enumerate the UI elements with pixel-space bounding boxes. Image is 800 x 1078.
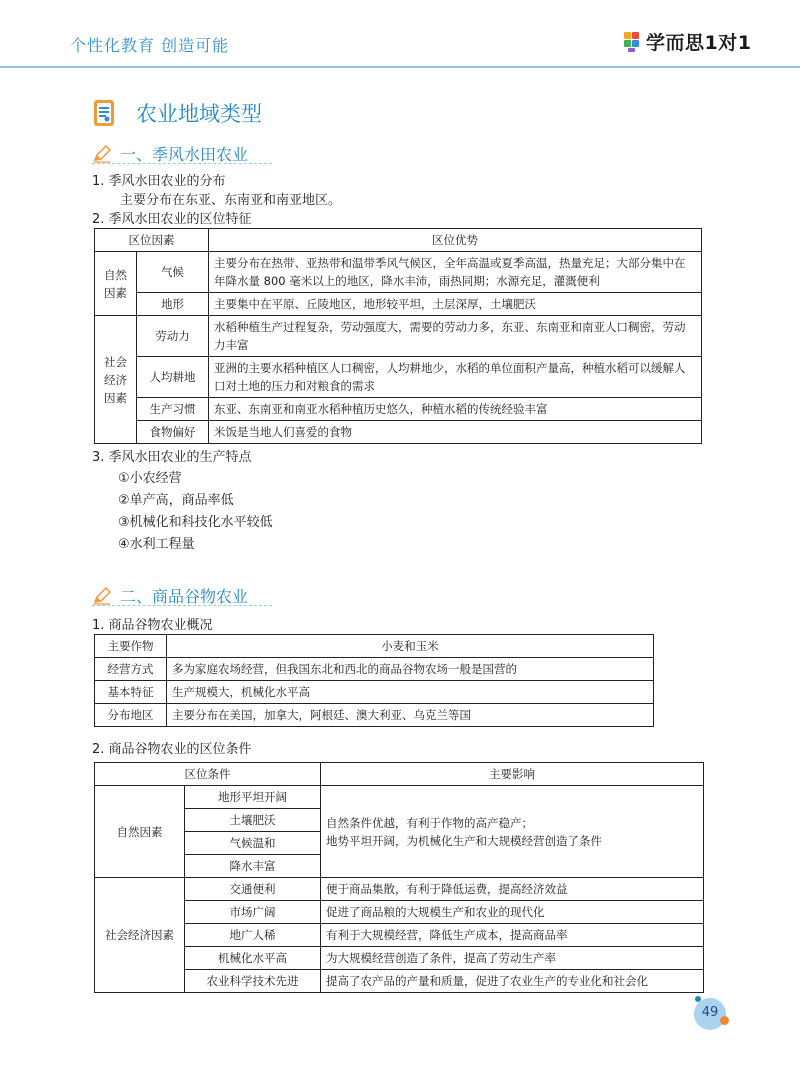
overview-value-cell: 多为家庭农场经营，但我国东北和西北的商品谷物农场一般是国营的 [167, 658, 654, 681]
section1-heading [92, 142, 248, 165]
table-header-row [95, 763, 704, 786]
condition-cell: 地广人稀 [185, 924, 321, 947]
condition-cell: 气候温和 [185, 832, 321, 855]
table-row [95, 704, 654, 727]
table-row [95, 421, 702, 444]
table-row [95, 658, 654, 681]
book-icon [92, 99, 116, 127]
effect-cell: 便于商品集散，有利于降低运费，提高经济效益 [321, 878, 704, 901]
factor-cell: 生产习惯 [137, 398, 209, 421]
table-row [95, 786, 704, 809]
table-header-cell: 区位条件 [95, 763, 321, 786]
feature-item: ③机械化和科技化水平较低 [118, 515, 273, 530]
natural-effect-cell [321, 786, 704, 878]
section2-heading [92, 584, 248, 607]
feature-item: ④水利工程量 [118, 537, 195, 552]
table-row [95, 398, 702, 421]
brand-logo [624, 28, 751, 54]
overview-label-cell: 经营方式 [95, 658, 167, 681]
group-cell-social: 社会经济因素 [95, 878, 185, 993]
section2-title: 二、商品谷物农业 [120, 587, 249, 606]
logo-mark-icon [624, 30, 642, 52]
section2-underline [92, 605, 272, 606]
condition-cell: 交通便利 [185, 878, 321, 901]
pencil-icon [92, 586, 112, 606]
section1-title: 一、季风水田农业 [120, 145, 249, 164]
table-header-row [95, 229, 702, 252]
group-cell-natural: 自然因素 [95, 786, 185, 878]
feature-item: ①小农经营 [118, 471, 182, 486]
table-row [95, 293, 702, 316]
table-header-cell: 区位因素 [95, 229, 209, 252]
advantage-cell: 主要集中在平原、丘陵地区，地形较平坦，土层深厚，土壤肥沃 [209, 293, 702, 316]
table-row [95, 924, 704, 947]
natural-effect-line: 地势平坦开阔，为机械化生产和大规模经营创造了条件 [326, 833, 602, 848]
grain-conditions-table [94, 762, 704, 993]
table-row [95, 635, 654, 658]
condition-cell: 土壤肥沃 [185, 809, 321, 832]
section2-item1: 1. 商品谷物农业概况 [92, 618, 213, 633]
table-row [95, 681, 654, 704]
effect-cell: 促进了商品粮的大规模生产和农业的现代化 [321, 901, 704, 924]
condition-cell: 市场广阔 [185, 901, 321, 924]
overview-value-cell: 主要分布在美国，加拿大，阿根廷、澳大利亚、乌克兰等国 [167, 704, 654, 727]
advantage-cell: 米饭是当地人们喜爱的食物 [209, 421, 702, 444]
page-title: 农业地域类型 [136, 102, 262, 126]
table-row [95, 316, 702, 357]
logo-text: 学而思1对1 [646, 31, 752, 54]
factor-cell: 气候 [137, 252, 209, 293]
natural-effect-line: 自然条件优越，有利于作物的高产稳产； [326, 815, 533, 830]
advantage-cell: 亚洲的主要水稻种植区人口稠密，人均耕地少，水稻的单位面积产量高，种植水稻可以缓解人口对土地的压力和对粮食的需求 [209, 357, 702, 398]
condition-cell: 地形平坦开阔 [185, 786, 321, 809]
table-header-cell: 区位优势 [209, 229, 702, 252]
table-row [95, 878, 704, 901]
table-row [95, 947, 704, 970]
table-row [95, 252, 702, 293]
condition-cell: 农业科学技术先进 [185, 970, 321, 993]
section1-item3: 3. 季风水田农业的生产特点 [92, 450, 252, 465]
factor-cell: 劳动力 [137, 316, 209, 357]
overview-label-cell: 基本特征 [95, 681, 167, 704]
group-cell-natural: 自然因素 [95, 252, 137, 316]
factor-cell: 食物偏好 [137, 421, 209, 444]
header-divider [0, 66, 800, 68]
page-title-block [92, 98, 262, 128]
page-number: 49 [701, 1005, 719, 1020]
page-header [0, 0, 800, 68]
factor-cell: 人均耕地 [137, 357, 209, 398]
advantage-cell: 主要分布在热带、亚热带和温带季风气候区，全年高温或夏季高温，热量充足；大部分集中在年降水量 800 毫米以上的地区，降水丰沛，雨热同期；水源充足，灌溉便利 [209, 252, 702, 293]
effect-cell: 有利于大规模经营，降低生产成本，提高商品率 [321, 924, 704, 947]
section1-underline [92, 163, 272, 164]
table-row [95, 357, 702, 398]
decor-dot-blue [695, 996, 701, 1002]
grain-overview-table [94, 634, 654, 727]
section2-item2: 2. 商品谷物农业的区位条件 [92, 742, 252, 757]
section1-item2: 2. 季风水田农业的区位特征 [92, 212, 252, 227]
feature-item: ②单产高，商品率低 [118, 493, 234, 508]
page-number-badge [692, 996, 732, 1032]
table-header-cell: 主要影响 [321, 763, 704, 786]
table-row [95, 901, 704, 924]
section1-item1: 1. 季风水田农业的分布 [92, 174, 226, 189]
effect-cell: 为大规模经营创造了条件，提高了劳动生产率 [321, 947, 704, 970]
factor-cell: 地形 [137, 293, 209, 316]
effect-cell: 提高了农产品的产量和质量，促进了农业生产的专业化和社会化 [321, 970, 704, 993]
overview-label-cell: 分布地区 [95, 704, 167, 727]
overview-label-cell: 主要作物 [95, 635, 167, 658]
header-slogan: 个性化教育 创造可能 [70, 36, 230, 55]
overview-value-cell: 小麦和玉米 [167, 635, 654, 658]
overview-value-cell: 生产规模大，机械化水平高 [167, 681, 654, 704]
section1-item1-body: 主要分布在东亚、东南亚和南亚地区。 [120, 193, 342, 208]
table-row [95, 970, 704, 993]
condition-cell: 降水丰富 [185, 855, 321, 878]
condition-cell: 机械化水平高 [185, 947, 321, 970]
rice-location-table [94, 228, 702, 444]
group-cell-social: 社会经济因素 [95, 316, 137, 444]
advantage-cell: 东亚、东南亚和南亚水稻种植历史悠久，种植水稻的传统经验丰富 [209, 398, 702, 421]
pencil-icon [92, 144, 112, 164]
advantage-cell: 水稻种植生产过程复杂，劳动强度大，需要的劳动力多，东亚、东南亚和南亚人口稠密，劳动力丰富 [209, 316, 702, 357]
